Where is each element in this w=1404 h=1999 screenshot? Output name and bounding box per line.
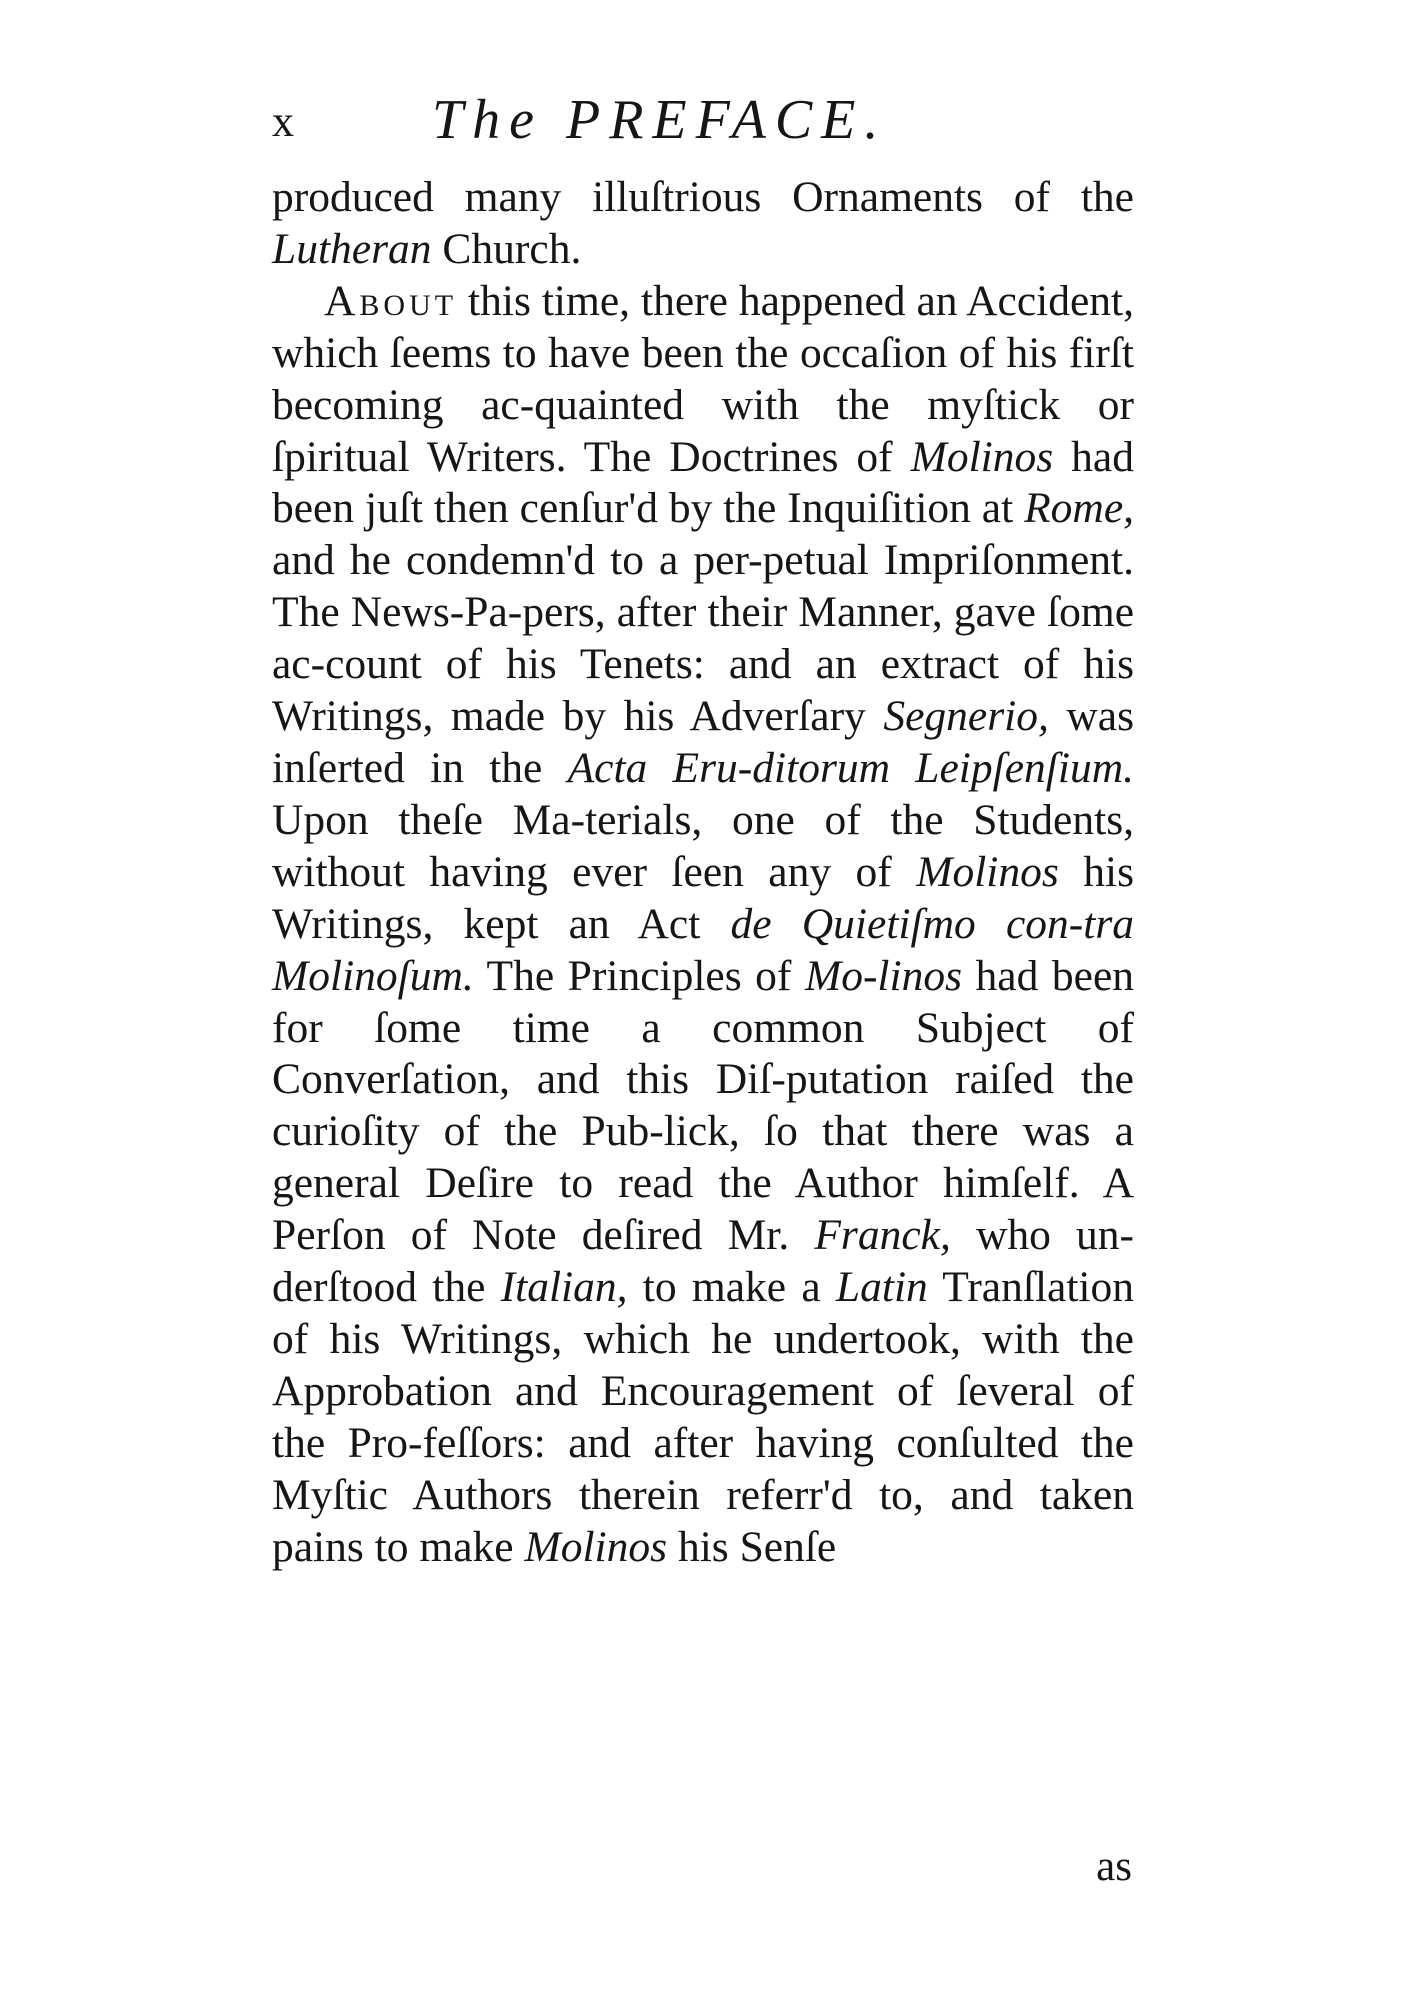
text-run: who un-derſtood the xyxy=(272,1211,1134,1312)
italic-text: Segnerio, xyxy=(883,692,1049,741)
text-run: and he condemn'd to a per-petual Impriſonment. The News-Pa-pers, after their Manner, gave ſome ac-count of his Tenets: and an extract of his Writings, made by his Adverſary xyxy=(272,536,1134,741)
italic-text: Italian, xyxy=(500,1263,628,1312)
text-run: produced many illuſtrious Ornaments of the xyxy=(272,173,1134,221)
page-header xyxy=(272,88,1142,168)
text-run: had been juſt then cenſur'd by the Inquiſition at xyxy=(272,432,1134,533)
text-run: this time, there happened an Accident, which ſeems to have been the occaſion of his firſt becoming ac-quainted with the myſtick or ſpiritual Writers. The Doctrines of xyxy=(272,276,1134,481)
text-run: to make a xyxy=(627,1263,836,1312)
italic-text: de Quietiſmo con-tra Molinoſum. xyxy=(272,899,1134,1000)
italic-text: Rome, xyxy=(1024,484,1134,533)
paragraph xyxy=(272,172,1134,276)
italic-text: Mo-linos xyxy=(804,951,963,1000)
text-run: had been for ſome time a common Subject of Converſation, and this Diſ-putation raiſed the curioſity of the Pub-lick, ſo that there was a general Deſire to read the Author himſelf. A Perſon of Note deſired Mr. xyxy=(272,951,1134,1260)
text-run: Upon theſe Ma-terials, one of the Students, without having ever ſeen any of xyxy=(272,795,1134,896)
text-run: was inſerted in the xyxy=(272,692,1135,792)
text-run: Tranſlation of his Writings, which he undertook, with the Approbation and Encouragement of ſeveral of the Pro-feſſors: and after having conſulted the Myſtic Authors therein referr'd to, and taken pains to make xyxy=(272,1263,1135,1571)
text-run: Church. xyxy=(431,224,582,273)
smallcaps-text: About xyxy=(324,276,458,325)
catchword: as xyxy=(1096,1843,1132,1890)
running-title: The PREFACE. xyxy=(432,89,888,151)
italic-text: Molinos xyxy=(524,1522,668,1571)
text-run: his Senſe xyxy=(667,1522,837,1571)
italic-text: Acta Eru-ditorum Leipſenſium. xyxy=(567,743,1134,792)
italic-text: Lutheran xyxy=(272,224,432,273)
italic-text: Latin xyxy=(835,1263,928,1312)
italic-text: Franck, xyxy=(814,1211,951,1260)
page-number: x xyxy=(272,97,295,146)
text-run: The Principles of xyxy=(473,951,805,1000)
text-run: his Writings, kept an Act xyxy=(272,847,1135,948)
body-text xyxy=(272,172,1134,1573)
italic-text: Molinos xyxy=(910,432,1054,481)
italic-text: Molinos xyxy=(916,847,1059,896)
paragraph xyxy=(272,276,1134,1574)
